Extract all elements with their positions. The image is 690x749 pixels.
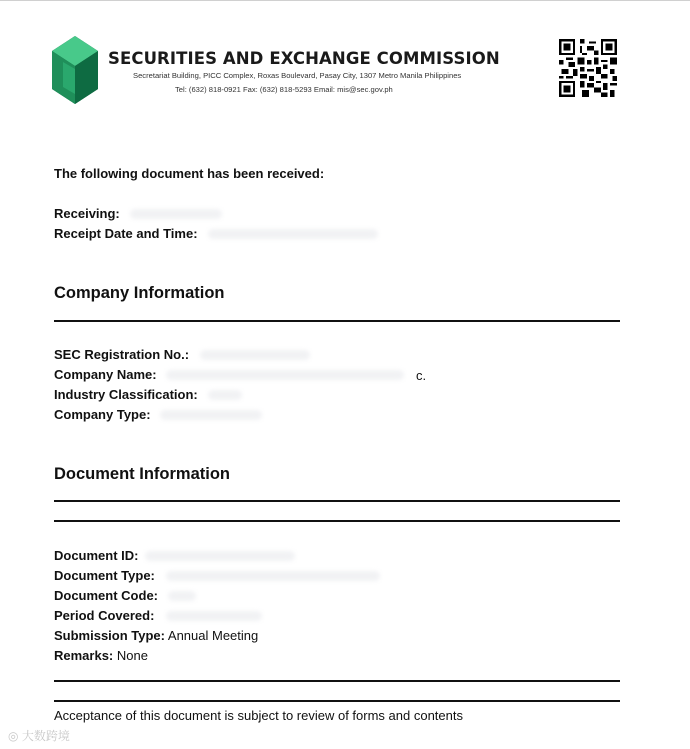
- qr-code-icon: [559, 39, 617, 97]
- industry-classification-label: Industry Classification:: [54, 387, 198, 402]
- document-code-label: Document Code:: [54, 588, 158, 603]
- period-covered-label: Period Covered:: [54, 608, 155, 623]
- watermark-text: 大数跨境: [21, 729, 70, 743]
- document-info-heading: Document Information: [54, 465, 230, 483]
- remarks-label: Remarks:: [54, 648, 114, 663]
- footer-divider-2: [54, 700, 620, 702]
- receipt-datetime-label: Receipt Date and Time:: [54, 226, 198, 241]
- redacted-receiving-value: [130, 209, 222, 219]
- org-name: SECURITIES AND EXCHANGE COMMISSION: [108, 49, 500, 68]
- redacted-registration-value: [200, 350, 310, 360]
- redacted-company-name: [166, 370, 404, 380]
- org-address: Secretariat Building, PICC Complex, Roxas Boulevard, Pasay City, 1307 Metro Manila Philippines: [133, 71, 462, 80]
- acceptance-note: Acceptance of this document is subject to review of forms and contents: [54, 708, 463, 723]
- remarks-value: None: [116, 648, 148, 663]
- receiving-label: Receiving:: [54, 206, 120, 221]
- redacted-industry-value: [208, 390, 242, 400]
- sec-registration-label: SEC Registration No.:: [54, 347, 190, 362]
- redacted-company-type: [160, 410, 262, 420]
- document-divider-1: [54, 500, 620, 502]
- company-name-label: Company Name:: [54, 367, 157, 382]
- redacted-datetime-value: [208, 229, 378, 239]
- remarks-row: [54, 648, 148, 664]
- submission-type-label: Submission Type:: [54, 628, 165, 643]
- intro-text: The following document has been received:: [54, 166, 325, 181]
- redacted-document-id: [145, 551, 295, 561]
- document-divider-2: [54, 520, 620, 522]
- redacted-document-code: [168, 591, 196, 601]
- document-id-label: Document ID:: [54, 548, 139, 563]
- submission-type-row: [54, 628, 258, 644]
- document-type-label: Document Type:: [54, 568, 155, 583]
- watermark: [8, 727, 70, 744]
- redacted-document-type: [166, 571, 380, 581]
- redacted-period-value: [166, 611, 262, 621]
- company-name-suffix: c.: [416, 368, 427, 383]
- footer-divider-1: [54, 680, 620, 682]
- submission-type-value: Annual Meeting: [167, 628, 259, 643]
- company-info-heading: Company Information: [54, 284, 225, 302]
- sec-logo-icon: [52, 36, 98, 104]
- org-contact: Tel: (632) 818-0921 Fax: (632) 818-5293 Email: mis@sec.gov.ph: [175, 85, 393, 94]
- company-type-label: Company Type:: [54, 407, 151, 422]
- watermark-logo-icon: ◎: [8, 729, 19, 743]
- company-divider: [54, 320, 620, 322]
- top-border: [0, 0, 690, 1]
